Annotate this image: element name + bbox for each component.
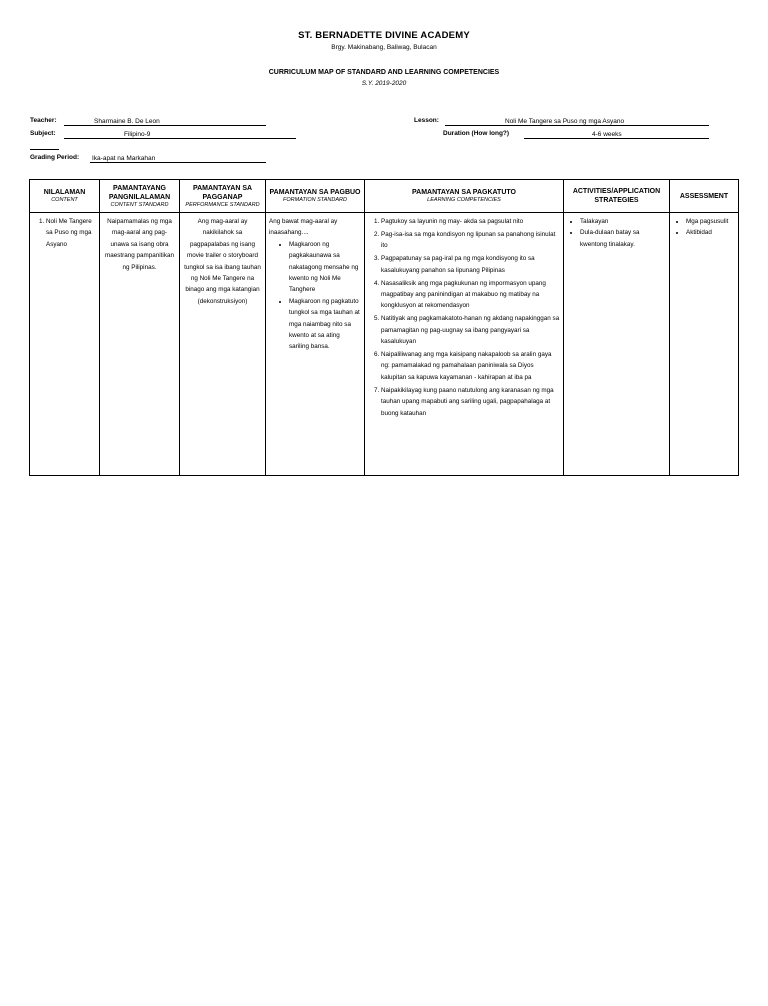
table-row [30, 213, 739, 476]
grading-period-label: Grading Period: [30, 154, 80, 161]
header-content: NILALAMAN CONTENT [30, 180, 100, 213]
competency-item: 1. Pagtukoy sa layunin ng may- akda sa pagsulat nito [381, 216, 560, 227]
cell-content-standard: Naipamamalas ng mga mag-aaral ang pag-unawa sa isang obra maestrang pampanitikan ng Pilipinas. [100, 213, 180, 476]
header-content-standard: PAMANTAYANG PANGNILALAMAN CONTENT STANDARD [100, 180, 180, 213]
cell-assessment [670, 213, 739, 476]
teacher-label: Teacher: [30, 117, 57, 124]
activity-item: • Talakayan [580, 216, 666, 227]
curriculum-map-table [29, 179, 739, 476]
subject-value: Filipino-9 [64, 130, 296, 139]
cell-content [30, 213, 100, 476]
duration-value: 4-6 weeks [524, 130, 709, 139]
teacher-value: Sharmaine B. De Leon [64, 117, 266, 126]
header-learning-competencies: PAMANTAYAN SA PAGKATUTO LEARNING COMPETENCIES [365, 180, 564, 213]
formation-intro: Ang bawat mag-aaral ay inaasahang.... [269, 218, 338, 237]
grading-period-value: Ika-apat na Markahan [90, 154, 266, 163]
competency-item: 4. Nasasaliksik ang mga pagkukunan ng impormasyon upang magpatibay ang paninindigan at makabuo ng matibay na kongklusyon at rekomendasyon [381, 278, 560, 312]
table-header-row [30, 180, 739, 213]
blank-underline [30, 149, 59, 150]
header-activities: ACTIVITIES/APPLICATION STRATEGIES [564, 180, 670, 213]
formation-item: • Magkaroon ng pagkatuto tungkol sa mga tauhan at mga naiambag nito sa kwento at sa ating sariling bansa. [289, 296, 361, 353]
school-name: ST. BERNADETTE DIVINE ACADEMY [298, 30, 470, 41]
duration-label: Duration (How long?) [443, 130, 510, 137]
school-year: S.Y. 2019-2020 [361, 80, 407, 87]
lesson-value: Noli Me Tangere sa Puso ng mga Asyano [445, 117, 709, 126]
competency-item: 7. Naipakikilayag kung paano natutulong ang karanasan ng mga tauhan upang mapabuti ang sariling ugali, pagpapahalaga at buong katauhan [381, 385, 560, 419]
header-formation-standard: PAMANTAYAN SA PAGBUO FORMATION STANDARD [266, 180, 365, 213]
content-item: 1. Noli Me Tangere sa Puso ng mga Asyano [46, 216, 96, 250]
subject-label: Subject: [30, 130, 56, 137]
cell-formation-standard [266, 213, 365, 476]
activity-item: • Dula-dulaan batay sa kwentong tinalakay. [580, 227, 666, 250]
header-performance-standard: PAMANTAYAN SA PAGGANAP PERFORMANCE STANDARD [180, 180, 266, 213]
competency-item: 6. Naipaliliwanag ang mga kaisipang nakapaloob sa aralin gaya ng: pamamalakad ng pamahalaan paniniwala sa Diyos kalupitan sa kapuwa kayamanan - kahirapan at iba pa [381, 349, 560, 383]
assessment-item: • Mga pagsusulit [686, 216, 735, 227]
competency-item: 3. Pagpapatunay sa pag-iral pa ng mga kondisyong ito sa kasalukuyang panahon sa lipunang Pilipinas [381, 253, 560, 276]
formation-item: • Magkaroon ng pagkakaunawa sa nakatagong mensahe ng kwento ng Noli Me Tanghere [289, 239, 361, 296]
cell-activities [564, 213, 670, 476]
assessment-item: • Aktibidad [686, 227, 735, 238]
cell-learning-competencies [365, 213, 564, 476]
competency-item: 2. Pag-isa-isa sa mga kondisyon ng lipunan sa panahong isinulat ito [381, 229, 560, 252]
cell-performance-standard: Ang mag-aaral ay nakikilahok sa pagpapalabas ng isang movie trailer o storyboard tungkol sa isa ibang tauhan ng Noli Me Tangere na binago ang mga katangian (dekonstruksiyon) [180, 213, 266, 476]
competency-item: 5. Natitiyak ang pagkamakatoto-hanan ng akdang napakinggan sa pamamagitan ng pag-uugnay sa ibang pangyayari sa kasalukuyan [381, 313, 560, 347]
header-assessment: ASSESSMENT [670, 180, 739, 213]
school-address: Brgy. Makinabang, Baliwag, Bulacan [331, 44, 437, 51]
document-title: CURRICULUM MAP OF STANDARD AND LEARNING COMPETENCIES [268, 69, 500, 76]
lesson-label: Lesson: [414, 117, 439, 124]
